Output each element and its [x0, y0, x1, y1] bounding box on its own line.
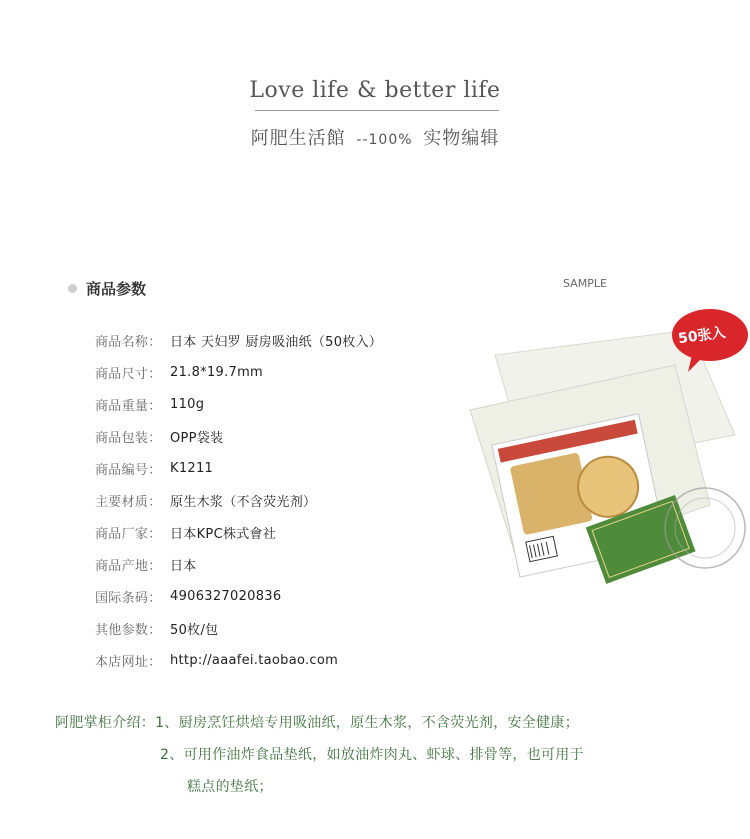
section-title: 商品参数 — [86, 280, 147, 298]
param-label: 商品重量： — [95, 398, 162, 414]
param-row — [95, 612, 382, 644]
param-value: 日本KPC株式會社 — [170, 526, 277, 542]
intro-line-3: 糕点的垫纸； — [187, 779, 273, 795]
param-label: 国际条码： — [95, 590, 162, 606]
param-row — [95, 580, 382, 612]
param-row — [95, 356, 382, 388]
brand-line — [0, 124, 750, 150]
param-value: 4906327020836 — [170, 588, 282, 604]
param-label: 商品编号： — [95, 462, 162, 478]
param-label: 本店网址： — [95, 654, 162, 670]
param-row — [95, 324, 382, 356]
intro-line-1: 阿肥掌柜介绍：1、厨房烹饪烘焙专用吸油纸，原生木浆，不含荧光剂，安全健康； — [55, 715, 580, 731]
param-row — [95, 452, 382, 484]
param-row — [95, 484, 382, 516]
param-label: 其他参数： — [95, 622, 162, 638]
brand-name: 阿肥生活館 — [250, 128, 346, 149]
param-value: 日本 天妇罗 厨房吸油纸（50枚入） — [170, 334, 383, 350]
param-value: 21.8*19.7mm — [170, 364, 264, 380]
param-value: 50枚/包 — [170, 622, 219, 638]
section-heading — [68, 278, 146, 299]
param-label: 商品尺寸： — [95, 366, 162, 382]
bullet-dot-icon — [68, 284, 77, 293]
param-label: 商品名称： — [95, 334, 162, 350]
param-row — [95, 388, 382, 420]
params-list — [95, 324, 382, 676]
badge-text: 50张入 — [677, 324, 727, 348]
param-value: 日本 — [170, 558, 197, 574]
brand-pct: --100% — [356, 132, 413, 148]
param-label: 商品厂家： — [95, 526, 162, 542]
product-image — [460, 300, 750, 600]
param-label: 主要材质： — [95, 494, 162, 510]
param-row — [95, 644, 382, 676]
slogan-underline — [255, 110, 499, 111]
brand-suffix: 实物编辑 — [423, 128, 500, 149]
param-value: 原生木浆（不含荧光剂） — [170, 494, 317, 510]
param-row — [95, 548, 382, 580]
param-value[interactable]: http://aaafei.taobao.com — [170, 652, 339, 668]
intro-line-2: 2、可用作油炸食品垫纸，如放油炸肉丸、虾球、排骨等，也可用于 — [160, 747, 584, 763]
param-value: OPP袋装 — [170, 430, 224, 446]
sample-label: SAMPLE — [563, 277, 607, 290]
slogan: Love life & better life — [249, 78, 501, 103]
param-value: K1211 — [170, 460, 214, 476]
param-row — [95, 420, 382, 452]
param-label: 商品产地： — [95, 558, 162, 574]
param-value: 110g — [170, 396, 205, 412]
param-row — [95, 516, 382, 548]
param-label: 商品包装： — [95, 430, 162, 446]
